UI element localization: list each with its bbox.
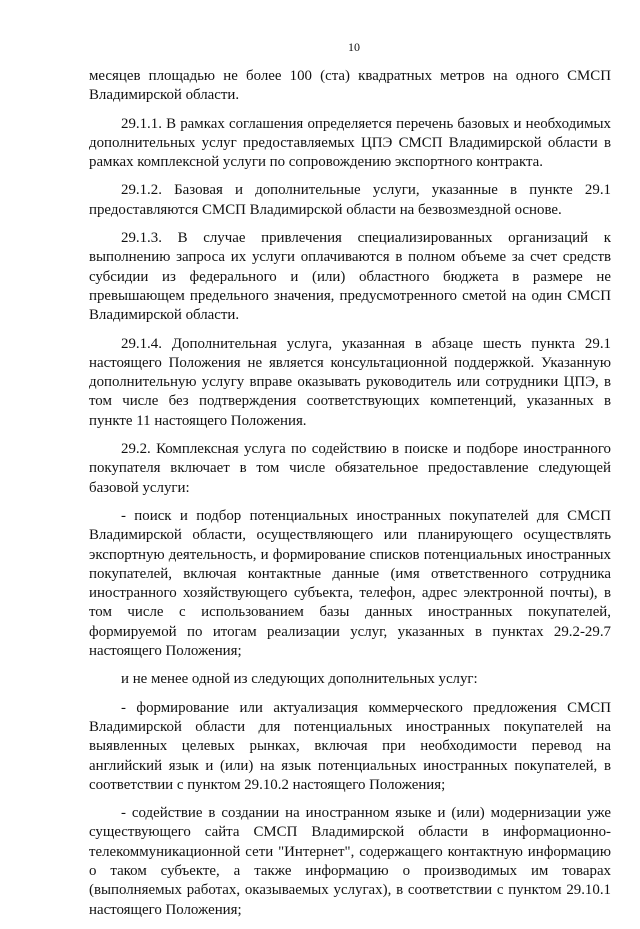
list-item: - поиск и подбор потенциальных иностранных покупателей для СМСП Владимирской области, осуществляющего или планирующего осуществлять экспортную деятельность, и формирование списков потенциальных иностранных покупателей, включая контактные данные (имя ответственного сотрудника иностранного хозяйствующего субъекта, телефон, адрес электронной почты), в том числе с использованием базы данных иностранных покупателей, формируемой по итогам реализации услуг, указанных в пунктах 29.2-29.7 настоящего Положения; [89,507,611,660]
document-page [89,40,611,929]
paragraph: 29.1.3. В случае привлечения специализированных организаций к выполнению запроса их услуги оплачиваются в полном объеме за счет средств субсидии из федерального и (или) областного бюджета в размере не превышающем предельного значения, предусмотренного сметой на один СМСП Владимирской области. [89,230,611,324]
list-item: - содействие в создании на иностранном языке и (или) модернизации уже существующего сайта СМСП Владимирской области в информационно-телекоммуникационной сети "Интернет", содержащего контактную информацию о таком субъекте, а также информацию о производимых им товарах (выполняемых работах, оказываемых услугах), в соответствии с пунктом 29.10.1 настоящего Положения; [89,805,611,918]
paragraph: 29.2. Комплексная услуга по содействию в поиске и подборе иностранного покупателя включает в том числе обязательное предоставление следующей базовой услуги: [89,441,611,496]
document-body [89,67,611,920]
paragraph: 29.1.1. В рамках соглашения определяется перечень базовых и необходимых дополнительных услуг предоставляемых ЦПЭ СМСП Владимирской области в рамках комплексной услуги по сопровождению экспортного контракта. [89,115,611,171]
paragraph: месяцев площадью не более 100 (ста) квадратных метров на одного СМСП Владимирской области. [89,68,611,104]
paragraph: 29.1.2. Базовая и дополнительные услуги, указанные в пункте 29.1 предоставляются СМСП Владимирской области на безвозмездной основе. [89,182,611,218]
page-number: 10 [348,40,360,54]
list-item: - формирование или актуализация коммерческого предложения СМСП Владимирской области для потенциальных иностранных покупателей на выявленных целевых рынках, включая при необходимости перевод на английский язык и (или) на язык потенциальных иностранных покупателей, в соответствии с пунктом 29.10.2 настоящего Положения; [89,699,611,793]
paragraph: 29.1.4. Дополнительная услуга, указанная в абзаце шесть пункта 29.1 настоящего Положения не является консультационной поддержкой. Указанную дополнительную услугу вправе оказывать руководитель или сотрудники ЦПЭ, в том числе без подтверждения соответствующих компетенций, указанных в пункте 11 настоящего Положения. [89,335,611,429]
paragraph: и не менее одной из следующих дополнительных услуг: [121,671,478,688]
